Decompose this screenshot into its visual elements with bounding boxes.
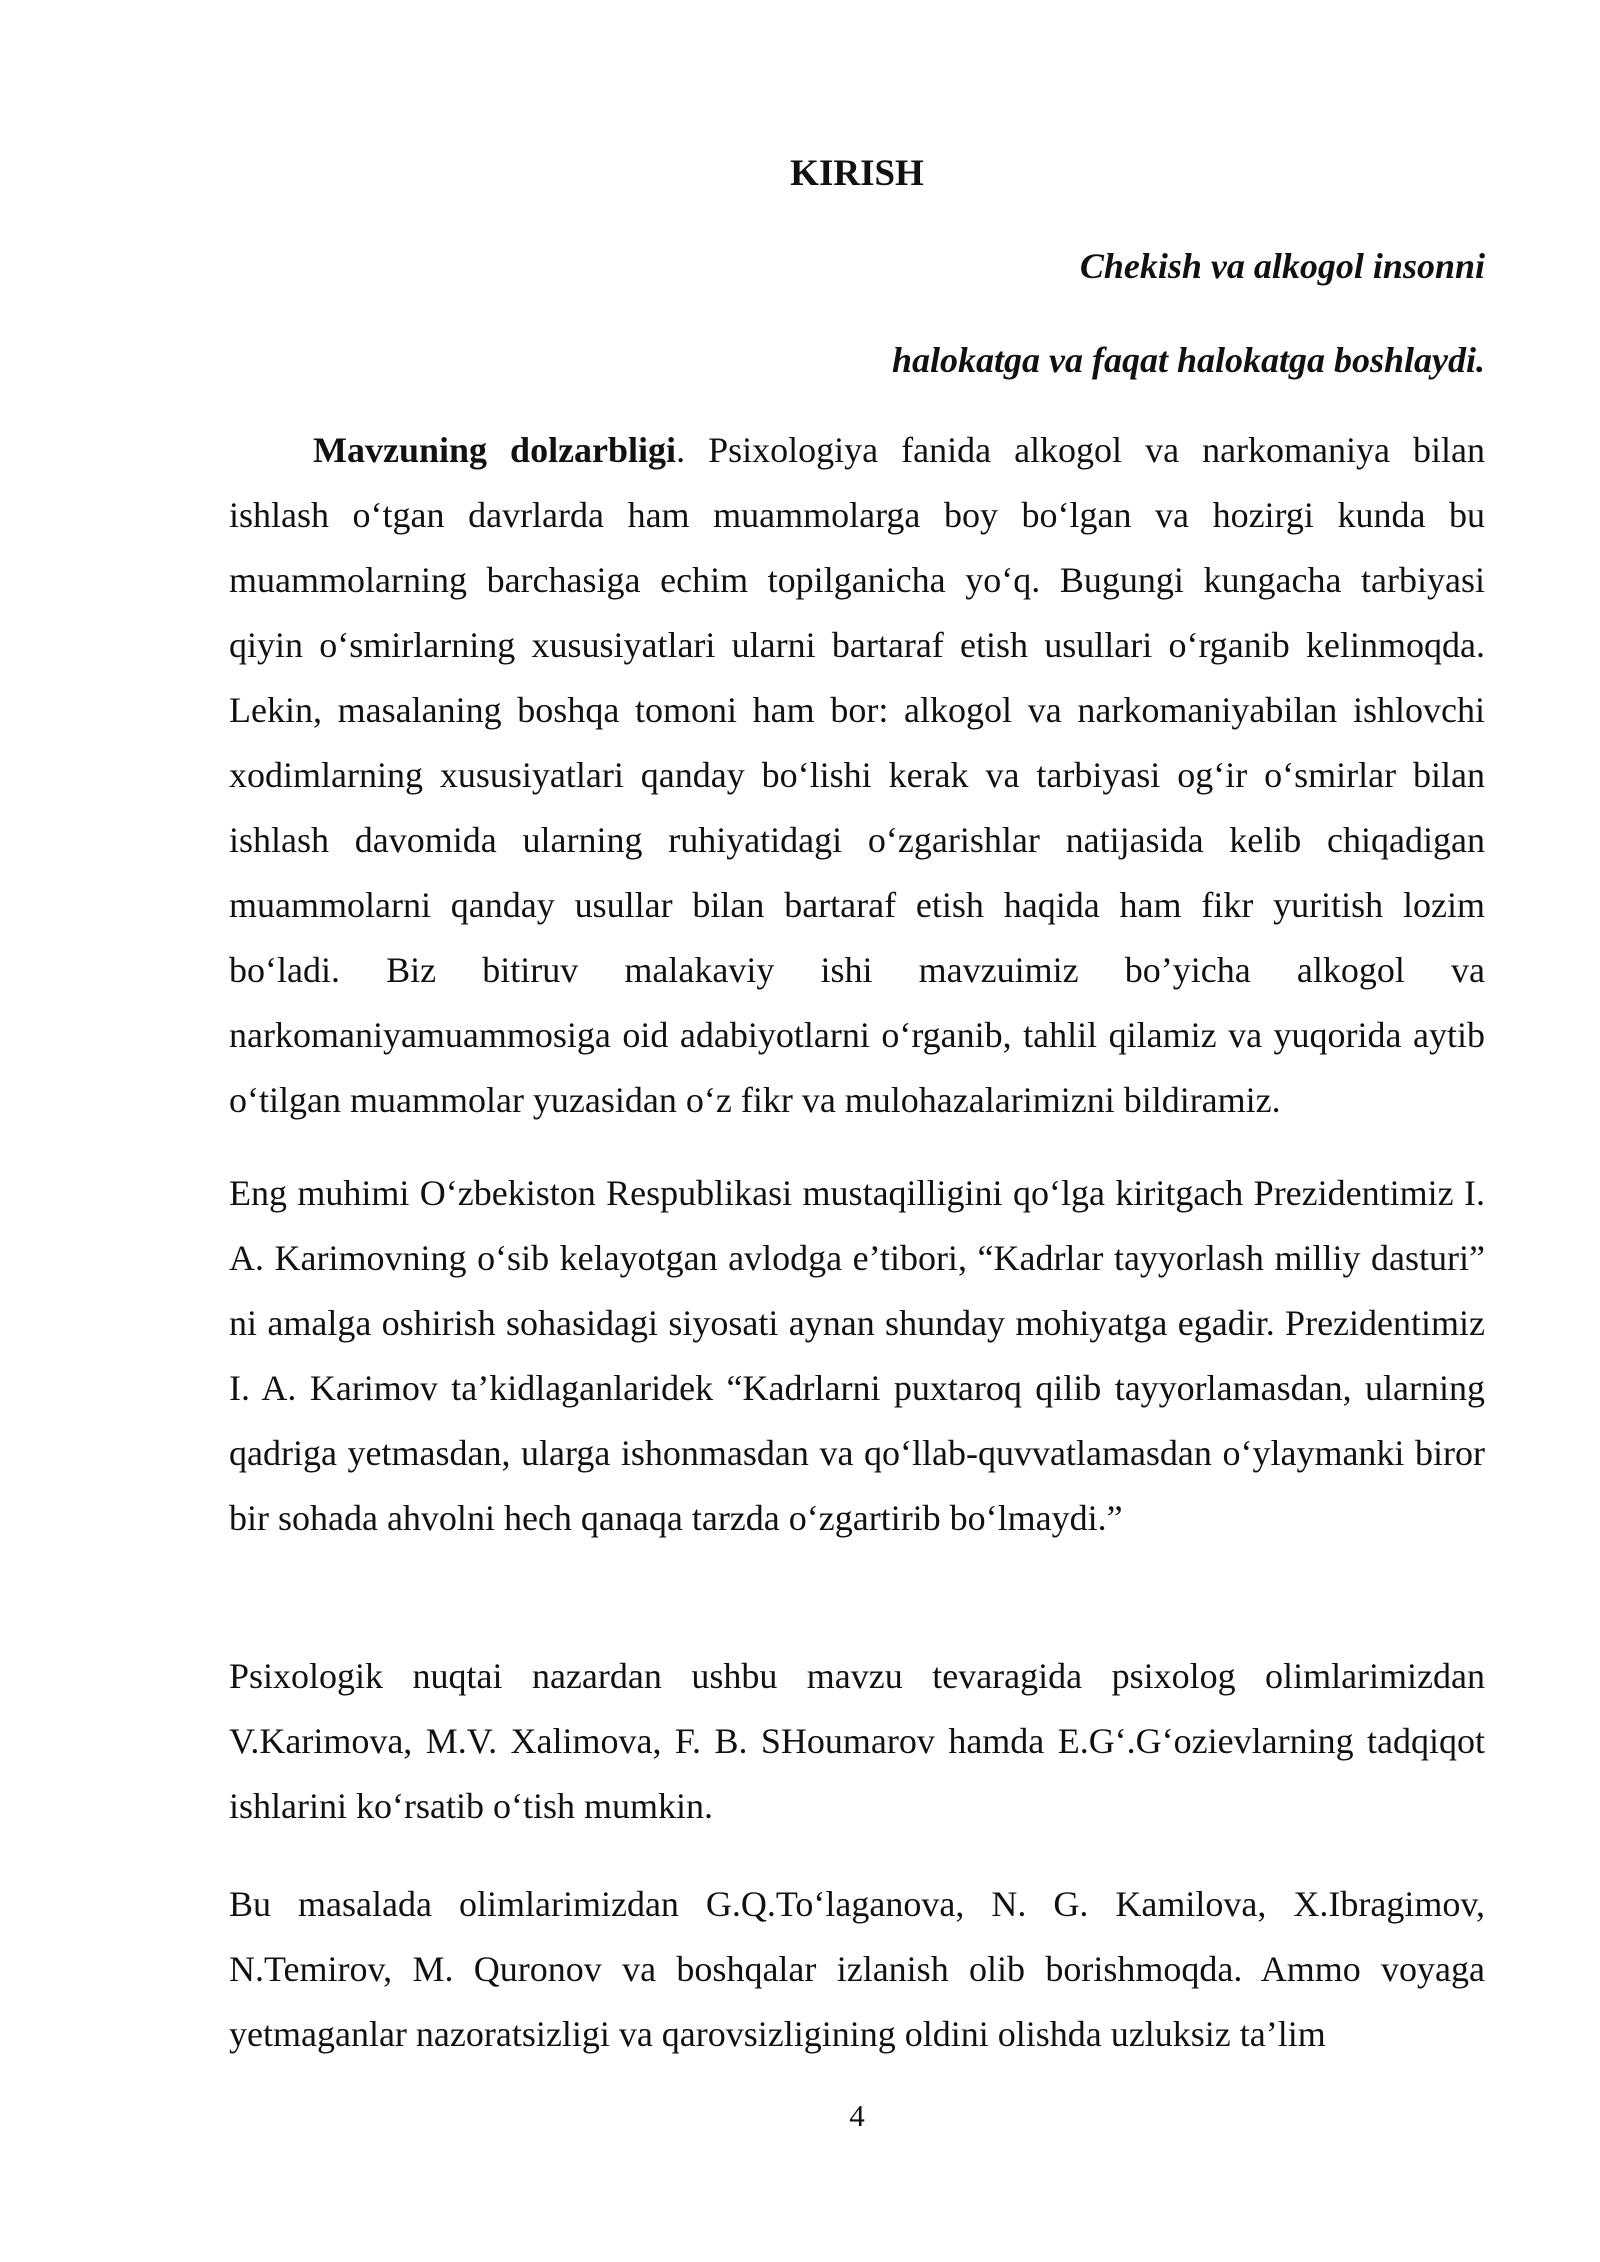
paragraph-researchers: Bu masalada olimlarimizdan G.Q.To‘laganova, N. G. Kamilova, X.Ibragimov, N.Temirov, M. Quronov va boshqalar izlanish olib borishmoqda. Ammo voyaga yetmaganlar nazoratsizligi va qarovsizligining oldini olishda uzluksiz ta’lim <box>229 1884 1485 2054</box>
paragraph-relevance-text: . Psixologiya fanida alkogol va narkomaniya bilan ishlash o‘tgan davrlarda ham muammolarga boy bo‘lgan va hozirgi kunda bu muammolarning barchasiga echim topilganicha yo‘q. Bugungi kungacha tarbiyasi qiyin o‘smirlarning xususiyatlari ularni bartaraf etish usullari o‘rganib kelinmoqda. Lekin, masalaning boshqa tomoni ham bor: alkogol va narkomaniyabilan ishlovchi xodimlarning xususiyatlari qanday bo‘lishi kerak va tarbiyasi og‘ir o‘smirlar bilan ishlash davomida ularning ruhiyatidagi o‘zgarishlar natijasida kelib chiqadigan muammolarni qanday usullar bilan bartaraf etish haqida ham fikr yuritish lozim bo‘ladi. Biz bitiruv malakaviy ishi mavzuimiz bo’yicha alkogol va narkomaniyamuammosiga oid adabiyotlarni o‘rganib, tahlil qilamiz va yuqorida aytib o‘tilgan muammolar yuzasidan o‘z fikr va mulohazalarimizni bildiramiz. <box>229 430 1486 1120</box>
paragraph-lead-term: Mavzuning dolzarbligi <box>313 430 677 470</box>
paragraph-psychologists: Psixologik nuqtai nazardan ushbu mavzu tevaragida psixolog olimlarimizdan V.Karimova, M.V. Xalimova, F. B. SHoumarov hamda E.G‘.G‘ozievlarning tadqiqot ishlarini ko‘rsatib o‘tish mumkin. <box>229 1656 1485 1826</box>
paragraph-president-quote: Eng muhimi O‘zbekiston Respublikasi mustaqilligini qo‘lga kiritgach Prezidentimiz I. A. Karimovning o‘sib kelayotgan avlodga e’tibori, “Kadrlar tayyorlash milliy dasturi” ni amalga oshirish sohasidagi siyosati aynan shunday mohiyatga egadir. Prezidentimiz I. A. Karimov ta’kidlaganlaridek “Kadrlarni puxtaroq qilib tayyorlamasdan, ularning qadriga yetmasdan, ularga ishonmasdan va qo‘llab-quvvatlamasdan o‘ylaymanki biror bir sohada ahvolni hech qanaqa tarzda o‘zgartirib bo‘lmaydi.” <box>229 1173 1485 1538</box>
paragraph-relevance <box>229 418 1485 1133</box>
page-number: 4 <box>849 2098 865 2133</box>
epigraph-line-2: halokatga va faqat halokatga boshlaydi. <box>891 340 1485 380</box>
epigraph-line-1: Chekish va alkogol insonni <box>1079 246 1485 286</box>
section-heading: KIRISH <box>790 153 924 194</box>
